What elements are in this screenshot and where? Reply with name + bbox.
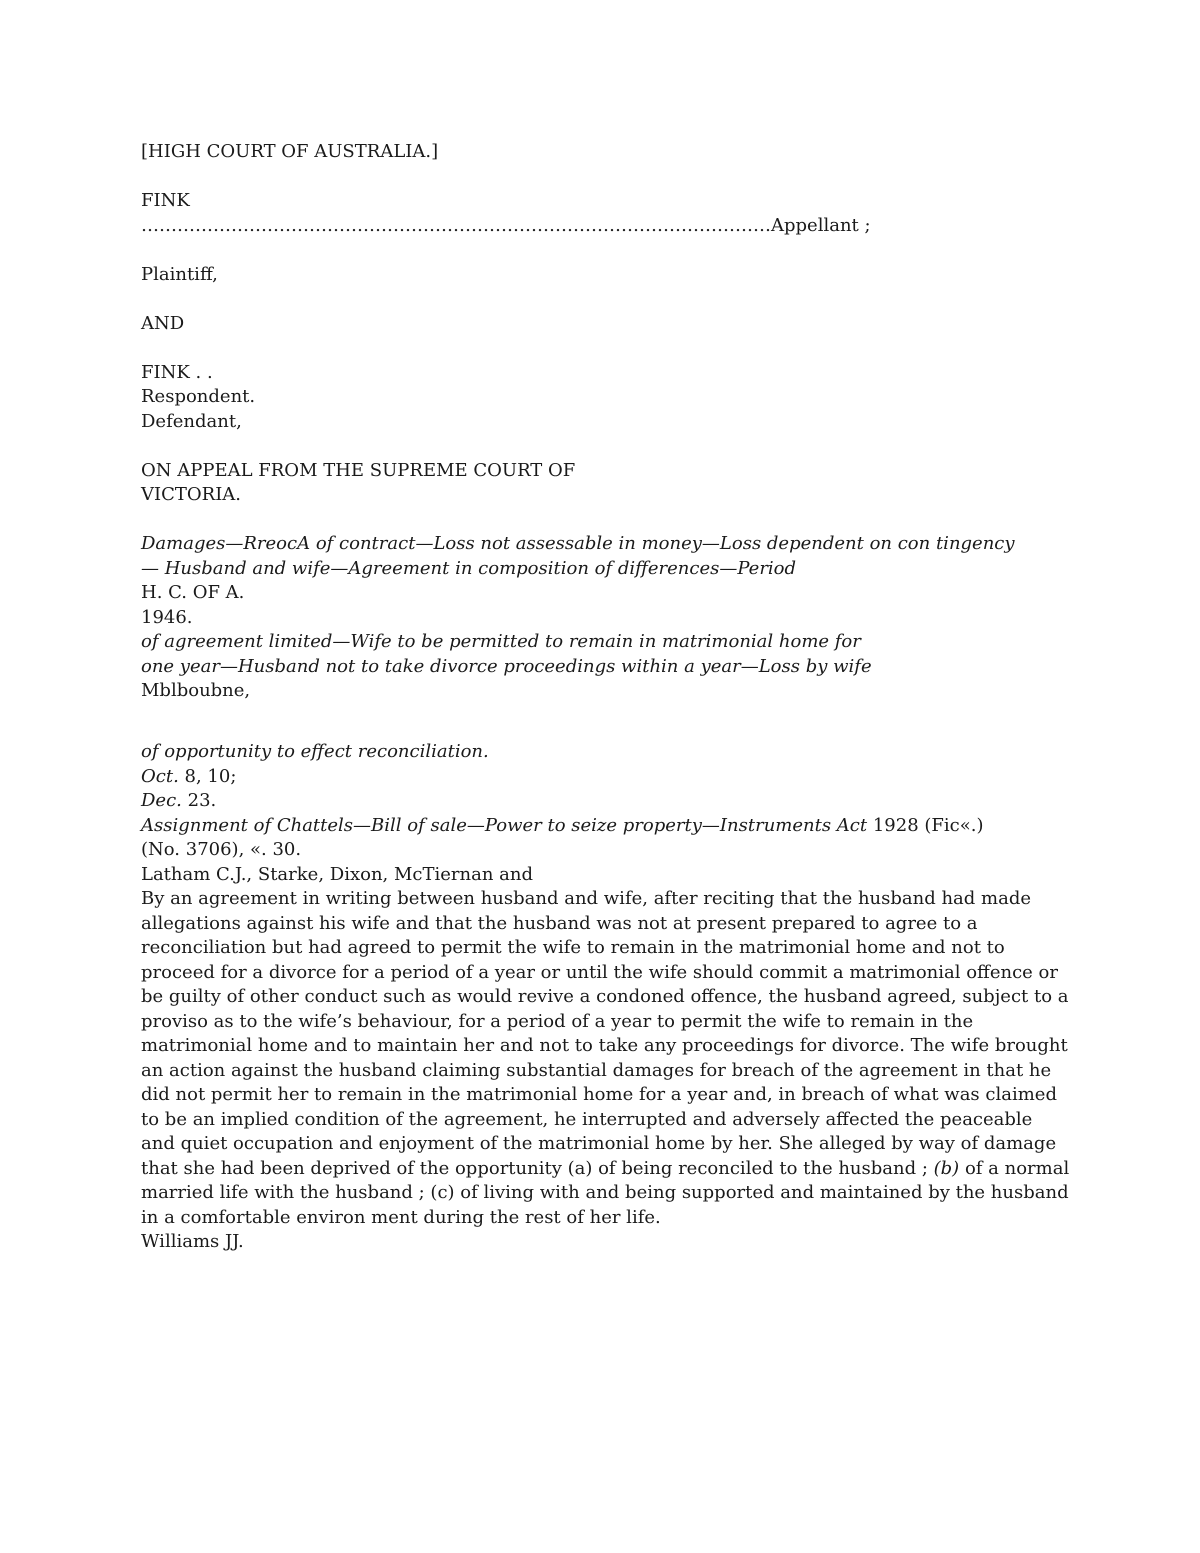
catchwords-2-italic: Assignment of Chattels—Bill of sale—Power to seize property—Instruments Act xyxy=(141,814,868,836)
appeal-heading-1: ON APPEAL FROM THE SUPREME COURT OF xyxy=(141,459,576,481)
catchwords-2-line-2: (No. 3706), «. 30. xyxy=(141,839,302,860)
catchwords-2-rest: 1928 (Fic«.) xyxy=(867,814,984,836)
margin-court: H. C. OF A. xyxy=(141,582,245,603)
date-1-month: Oct. xyxy=(141,765,179,787)
document-page xyxy=(141,140,1071,1255)
judges-line-1: Latham C.J., Starke, Dixon, McTiernan and xyxy=(141,863,534,885)
respondent-designation: Defendant, xyxy=(141,410,242,432)
date-2-days: 23. xyxy=(181,790,217,811)
judges-line-2: Williams JJ. xyxy=(141,1231,244,1252)
headnote-body xyxy=(141,887,1071,1230)
headnote-part-2: of a normal married life with the husband ; (c) of living with and being supported and maintained by the husband in a comfortable environ ment during the rest of her life. xyxy=(141,1157,1070,1228)
headnote-part-1: By an agreement in writing between husband and wife, after reciting that the husband had made allegations against his wife and that the husband was not at present prepared to agree to a reconciliation but had agreed to permit the wife to remain in the matrimonial home and not to proceed for a divorce for a period of a year or until the wife should commit a matrimonial offence or be guilty of other conduct such as would revive a condoned offence, the husband agreed, subject to a proviso as to the wife’s behaviour, for a period of a year to permit the wife to remain in the matrimonial home and to maintain her and not to take any proceedings for divorce. The wife brought an action against the husband claiming substantial damages for breach of the agreement in that he did not permit her to remain in the matrimonial home for a year and, in breach of what was claimed to be an implied condition of the agreement, he interrupted and adversely affected the peaceable and quiet occupation and enjoyment of the matrimonial home by her. She alleged by way of damage that she had been deprived of the opportunity (a) of being reconciled to the husband ; xyxy=(141,888,1069,1179)
dot-leader: …………………………………………………………………………………………… xyxy=(141,214,771,236)
respondent-name: FINK . . xyxy=(141,361,213,383)
date-1-days: 8, 10; xyxy=(178,765,237,787)
appellant-line xyxy=(141,214,1071,239)
catchwords-2-line-1 xyxy=(141,814,1071,839)
hearing-date-2 xyxy=(141,789,1071,814)
catchwords-line-1: Damages—RreocA of contract—Loss not assessable in money—Loss dependent on con tingency xyxy=(141,533,1015,554)
margin-year: 1946. xyxy=(141,606,193,628)
appellant-name: FINK xyxy=(141,190,190,211)
catchwords-line-2: — Husband and wife—Agreement in composition of differences—Period xyxy=(141,557,797,579)
appeal-heading-2: VICTORIA. xyxy=(141,484,242,505)
respondent-role: Respondent. xyxy=(141,386,256,407)
appellant-designation: Plaintiff, xyxy=(141,263,218,285)
date-2-month: Dec. xyxy=(141,790,182,811)
margin-place: Mblboubne, xyxy=(141,680,251,701)
catchwords-line-4: one year—Husband not to take divorce proceedings within a year—Loss by wife xyxy=(141,655,872,677)
catchwords-line-5: of opportunity to effect reconciliation. xyxy=(141,741,489,762)
hearing-date-1 xyxy=(141,765,1071,790)
headnote-italic-b: (b) xyxy=(933,1157,960,1179)
court-heading: [HIGH COURT OF AUSTRALIA.] xyxy=(141,141,439,162)
catchwords-line-3: of agreement limited—Wife to be permitted to remain in matrimonial home for xyxy=(141,631,861,652)
appellant-role: Appellant ; xyxy=(771,214,871,236)
conjunction: AND xyxy=(141,312,185,334)
